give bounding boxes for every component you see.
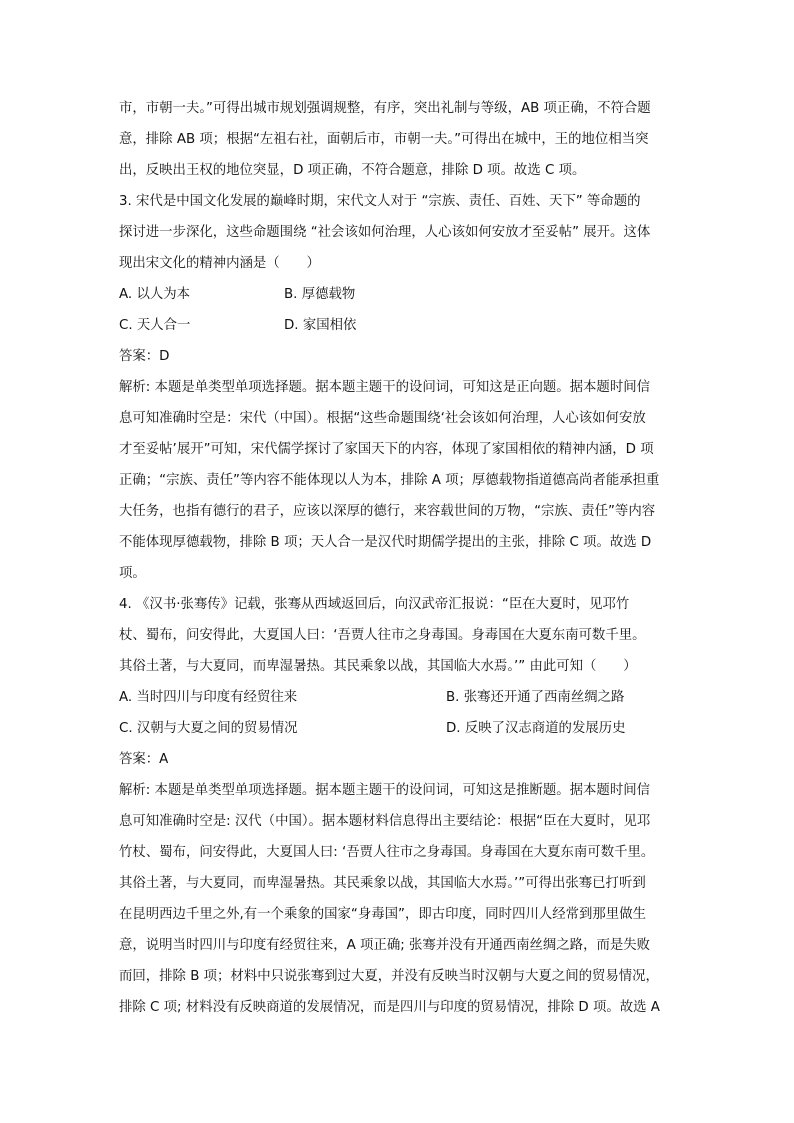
question-4-explanation: 竹杖、蜀布，问安得此，大夏国人曰: ‘吾贾人往市之身毒国。身毒国在大夏东南可数千里。 [119, 845, 655, 860]
q3-option-c: C. 天人合一 [119, 318, 191, 333]
question-3-stem: 3. 宋代是中国文化发展的巅峰时期，宋代文人对于 “宗族、责任、百姓、天下” 等命题的 [119, 194, 641, 209]
question-3-stem: 现出宋文化的精神内涵是（ ） [119, 256, 320, 271]
question-4-answer: 答案：A [119, 752, 169, 767]
question-4-explanation: 排除 C 项; 材料没有反映商道的发展情况，而是四川与印度的贸易情况，排除 D 项。故选 A [119, 1000, 660, 1015]
question-3-explanation: 正确；“宗族、责任”等内容不能体现以人为本，排除 A 项；厚德载物指道德高尚者能承担重 [119, 473, 660, 488]
question-4-explanation: 在昆明西边千里之外,有一个乘象的国家“身毒国”，即古印度，同时四川人经常到那里做生 [119, 907, 646, 922]
text-line: 意，排除 AB 项；根据“左祖右社，面朝后市，市朝一夫。”可得出在城中，王的地位相当突 [119, 132, 649, 147]
q4-option-a: A. 当时四川与印度有经贸往来 [119, 690, 298, 705]
page-content [119, 93, 679, 1023]
text-line: 出，反映出王权的地位突显，D 项正确，不符合题意，排除 D 项。故选 C 项。 [119, 163, 586, 178]
q4-option-b: B. 张骞还开通了西南丝绸之路 [446, 690, 625, 705]
question-4-explanation: 息可知准确时空是: 汉代（中国）。据本题材料信息得出主要结论：根据“臣在大夏时，见邛 [119, 814, 651, 829]
question-4-explanation: 其俗土著，与大夏同，而卑湿暑热。其民乘象以战，其国临大水焉。’”可得出张骞已打听到 [119, 876, 646, 891]
question-3-explanation: 大任务，也指有德行的君子，应该以深厚的德行，来容载世间的万物，“宗族、责任”等内容 [119, 504, 656, 519]
question-4-explanation: 而回，排除 B 项；材料中只说张骞到过大夏，并没有反映当时汉朝与大夏之间的贸易情况， [119, 969, 659, 984]
question-3-answer: 答案：D [119, 349, 170, 364]
question-3-stem: 探讨进一步深化，这些命题围绕 “社会该如何治理，人心该如何安放才至妥帖” 展开。这体 [119, 225, 651, 240]
question-4-explanation: 解析: 本题是单类型单项选择题。据本题主题干的设问词，可知这是推断题。据本题时间信 [119, 783, 650, 798]
q4-option-c: C. 汉朝与大夏之间的贸易情况 [119, 721, 298, 736]
question-4-options-row-1 [119, 682, 679, 713]
question-3-explanation: 不能体现厚德载物，排除 B 项；天人合一是汉代时期儒学提出的主张，排除 C 项。故选 D [119, 535, 652, 550]
question-4-explanation: 意，说明当时四川与印度有经贸往来，A 项正确; 张骞并没有开通西南丝绸之路，而是失败 [119, 938, 651, 953]
q3-option-a: A. 以人为本 [119, 287, 190, 302]
question-3-explanation: 项。 [119, 566, 146, 581]
question-3-explanation: 息可知准确时空是：宋代（中国）。根据“这些命题围绕‘社会该如何治理，人心该如何安放 [119, 411, 646, 426]
q4-option-d: D. 反映了汉志商道的发展历史 [446, 721, 626, 736]
question-4-options-row-2 [119, 713, 679, 744]
question-4-stem: 4. 《汉书·张骞传》记载，张骞从西域返回后，向汉武帝汇报说：“臣在大夏时，见邛竹 [119, 597, 630, 612]
question-3-options-row-2 [119, 310, 679, 341]
question-3-options-row-1 [119, 279, 679, 310]
question-3-explanation: 解析: 本题是单类型单项选择题。据本题主题干的设问词，可知这是正向题。据本题时间信 [119, 380, 650, 395]
question-4-stem: 其俗土著，与大夏同，而卑湿暑热。其民乘象以战，其国临大水焉。’” 由此可知（ ） [119, 659, 637, 674]
question-4-stem: 杖、蜀布，问安得此，大夏国人曰：‘吾贾人往市之身毒国。身毒国在大夏东南可数千里。 [119, 628, 646, 643]
text-line: 市，市朝一夫。”可得出城市规划强调规整，有序，突出礼制与等级，AB 项正确，不符合题 [119, 101, 651, 116]
question-3-explanation: 才至妥帖’展开”可知，宋代儒学探讨了家国天下的内容，体现了家国相依的精神内涵，D 项 [119, 442, 654, 457]
q3-option-b: B. 厚德载物 [284, 287, 356, 302]
q3-option-d: D. 家国相依 [284, 318, 357, 333]
